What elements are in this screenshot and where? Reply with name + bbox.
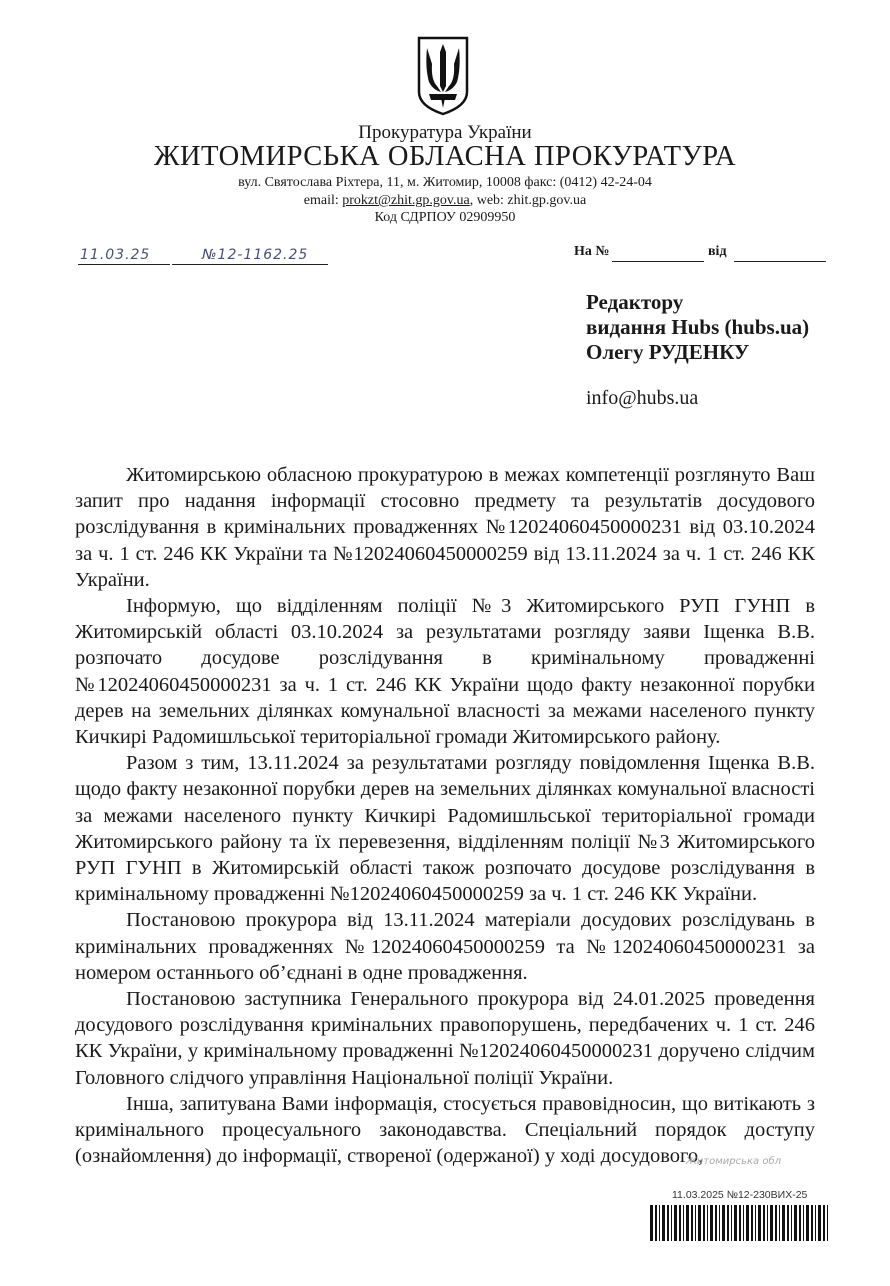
barcode-bar <box>751 1205 753 1241</box>
barcode-bar <box>811 1205 813 1241</box>
office-contacts <box>0 193 890 209</box>
barcode-bar <box>667 1205 669 1241</box>
barcode-bar <box>695 1205 696 1241</box>
barcode-bar <box>794 1205 797 1241</box>
barcode-bar <box>815 1205 816 1241</box>
barcode-bar <box>775 1205 777 1241</box>
barcode-bar <box>799 1205 801 1241</box>
barcode-bar <box>806 1205 809 1241</box>
barcode-bar <box>823 1205 825 1241</box>
barcode-bar <box>758 1205 761 1241</box>
incoming-date-line <box>734 261 826 262</box>
recipient-name: Олегу РУДЕНКУ <box>586 340 750 364</box>
barcode-bar <box>739 1205 741 1241</box>
incoming-number-label: На № <box>574 244 610 259</box>
registration-stamp-number: 11.03.2025 №12-230ВИХ-25 <box>672 1189 808 1201</box>
recipient-email: info@hubs.ua <box>586 387 699 409</box>
barcode-bar <box>782 1205 785 1241</box>
barcode-bar <box>671 1205 672 1241</box>
barcode-bar <box>674 1205 677 1241</box>
barcode-bar <box>770 1205 773 1241</box>
number-underline <box>200 264 328 265</box>
barcode-bar <box>715 1205 717 1241</box>
office-name: Прокуратура України <box>358 122 532 143</box>
barcode-bar <box>722 1205 725 1241</box>
body-paragraph: Інша, запитувана Вами інформація, стосується правовідносин, що витікають з кримінального процесуального законодавства. Спеціальний порядок доступу (ознайомлення) до інформації, створеної (одержаної) у ході досудового, <box>75 1092 815 1168</box>
barcode-icon <box>650 1205 830 1241</box>
email-label: email: <box>303 193 343 208</box>
body-paragraph: Постановою прокурора від 13.11.2024 матеріали досудових розслідувань в кримінальних провадженнях №12024060450000259 та №12024060450000231 за номером останнього об’єднані в одне провадження. <box>75 909 815 984</box>
barcode-bar <box>686 1205 689 1241</box>
barcode-bar <box>727 1205 729 1241</box>
barcode-bar <box>659 1205 660 1241</box>
body-paragraph: Інформую, що відділенням поліції №3 Житомирського РУП ГУНП в Житомирській області 03.10.2024 за результатами розгляду заяви Іщенка В.В. розпочато досудове розслідування в кримінальному провадженні №12024060450000231 за ч. 1 ст. 246 КК України щодо факту незаконної порубки дерев на земельних ділянках комунальної власності за межами населеного пункту Кичкирі Радомишльської територіальної громади Житомирського району. <box>75 595 815 749</box>
office-address: вул. Святослава Ріхтера, 11, м. Житомир, 10008 факс: (0412) 42-24-04 <box>238 175 652 190</box>
barcode-bar <box>703 1205 705 1241</box>
barcode-bar <box>827 1205 828 1241</box>
office-code: Код СДРПОУ 02909950 <box>374 210 516 225</box>
office-email-link[interactable]: prokzt@zhit.gp.gov.ua <box>342 193 470 208</box>
outgoing-date: 11.03.25 <box>80 247 151 263</box>
barcode-bar <box>650 1205 653 1241</box>
registration-stamp-location: Житомирська обл <box>686 1156 782 1167</box>
recipient-publication: видання Hubs (hubs.ua) <box>586 315 810 339</box>
barcode-bar <box>767 1205 768 1241</box>
barcode-bar <box>743 1205 744 1241</box>
web-label: , web: zhit.gp.gov.ua <box>469 193 587 208</box>
barcode-bar <box>734 1205 737 1241</box>
barcode-bar <box>755 1205 756 1241</box>
barcode-bar <box>683 1205 684 1241</box>
barcode-bar <box>791 1205 792 1241</box>
barcode-bar <box>763 1205 765 1241</box>
incoming-date-label: від <box>708 244 727 259</box>
body-paragraph: Житомирською обласною прокуратурою в межах компетенції розглянуто Ваш запит про надання інформації стосовно предмету та результатів досудового розслідування в кримінальних провадженнях №12024060450000231 від 03.10.2024 за ч. 1 ст. 246 КК України та №12024060450000259 від 13.11.2024 за ч. 1 ст. 246 КК України. <box>75 464 815 591</box>
outgoing-number: №12-1162.25 <box>202 247 309 263</box>
barcode-bar <box>707 1205 708 1241</box>
body-paragraph: Разом з тим, 13.11.2024 за результатами розгляду повідомлення Іщенка В.В. щодо факту незаконної порубки дерев на земельних ділянках комунальної власності за межами населеного пункту Кичкирі Радомишльської територіальної громади Житомирського району та їх перевезення, відділенням поліції №3 Житомирського РУП ГУНП в Житомирській області також розпочато досудове розслідування в кримінальному провадженні №12024060450000259 за ч. 1 ст. 246 КК України. <box>75 752 815 906</box>
barcode-bar <box>803 1205 804 1241</box>
incoming-number-line <box>612 261 704 262</box>
barcode-bar <box>818 1205 821 1241</box>
barcode-bar <box>719 1205 720 1241</box>
gap-underline <box>172 264 200 265</box>
letter-body <box>75 462 815 1169</box>
barcode-bar <box>679 1205 681 1241</box>
barcode-bar <box>787 1205 789 1241</box>
barcode-bar <box>746 1205 749 1241</box>
barcode-bar <box>731 1205 732 1241</box>
barcode-bar <box>779 1205 780 1241</box>
date-underline <box>78 264 170 265</box>
prosecutor-office-title: ЖИТОМИРСЬКА ОБЛАСНА ПРОКУРАТУРА <box>153 141 737 172</box>
body-paragraph: Постановою заступника Генерального прокурора від 24.01.2025 проведення досудового розслідування кримінальних правопорушень, передбачених ч. 1 ст. 246 КК України, у кримінальному провадженні №12024060450000231 доручено слідчим Головного слідчого управління Національної поліції України. <box>75 988 815 1089</box>
recipient-position: Редактору <box>586 290 684 314</box>
barcode-bar <box>710 1205 713 1241</box>
barcode-bar <box>698 1205 701 1241</box>
barcode-bar <box>662 1205 665 1241</box>
trident-emblem-icon <box>415 34 471 118</box>
barcode-bar <box>691 1205 693 1241</box>
barcode-bar <box>655 1205 657 1241</box>
